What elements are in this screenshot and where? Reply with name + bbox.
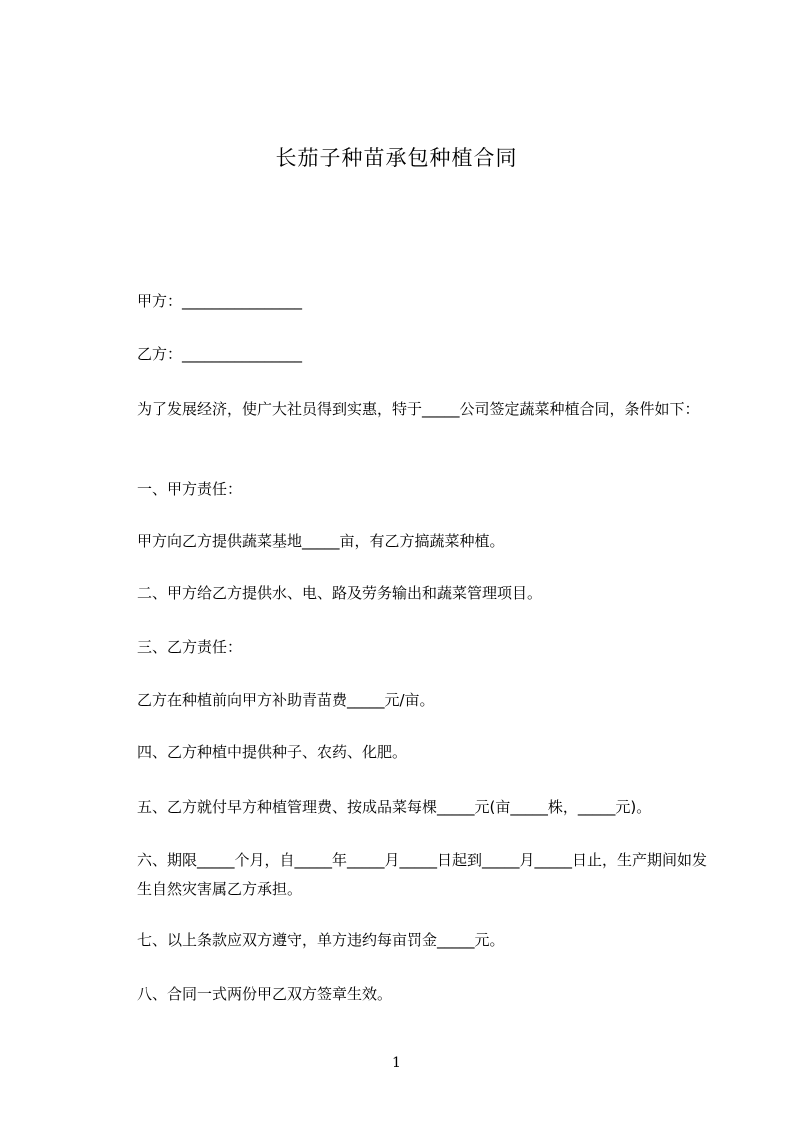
page-number: 1 (392, 1055, 401, 1071)
party-b-line: 乙方：________________ (137, 345, 303, 363)
section3-body: 乙方在种植前向甲方补助青苗费_____元/亩。 (137, 691, 435, 709)
section8-paragraph: 八、合同一式两份甲乙双方签章生效。 (137, 985, 393, 1003)
section3-heading: 三、乙方责任： (137, 638, 243, 656)
section6-paragraph: 六、期限_____个月，自_____年_____月_____日起到_____月_____日止，生产期间如发生自然灾害属乙方承担。 (137, 851, 708, 898)
section4-paragraph: 四、乙方种植中提供种子、农药、化肥。 (137, 743, 408, 761)
section5-paragraph: 五、乙方就付早方种植管理费、按成品菜每棵_____元(亩_____株，_____元)。 (137, 798, 652, 816)
section1-heading: 一、甲方责任： (137, 480, 243, 498)
section1-body: 甲方向乙方提供蔬菜基地_____亩，有乙方搞蔬菜种植。 (137, 532, 505, 550)
section7-paragraph: 七、以上条款应双方遵守，单方违约每亩罚金_____元。 (137, 931, 505, 949)
section2-paragraph: 二、甲方给乙方提供水、电、路及劳务输出和蔬菜管理项目。 (137, 584, 543, 602)
document-title: 长茄子种苗承包种植合同 (275, 146, 518, 170)
party-a-line: 甲方：________________ (137, 292, 303, 310)
intro-paragraph: 为了发展经济，使广大社员得到实惠，特于_____公司签定蔬菜种植合同，条件如下： (137, 400, 700, 418)
